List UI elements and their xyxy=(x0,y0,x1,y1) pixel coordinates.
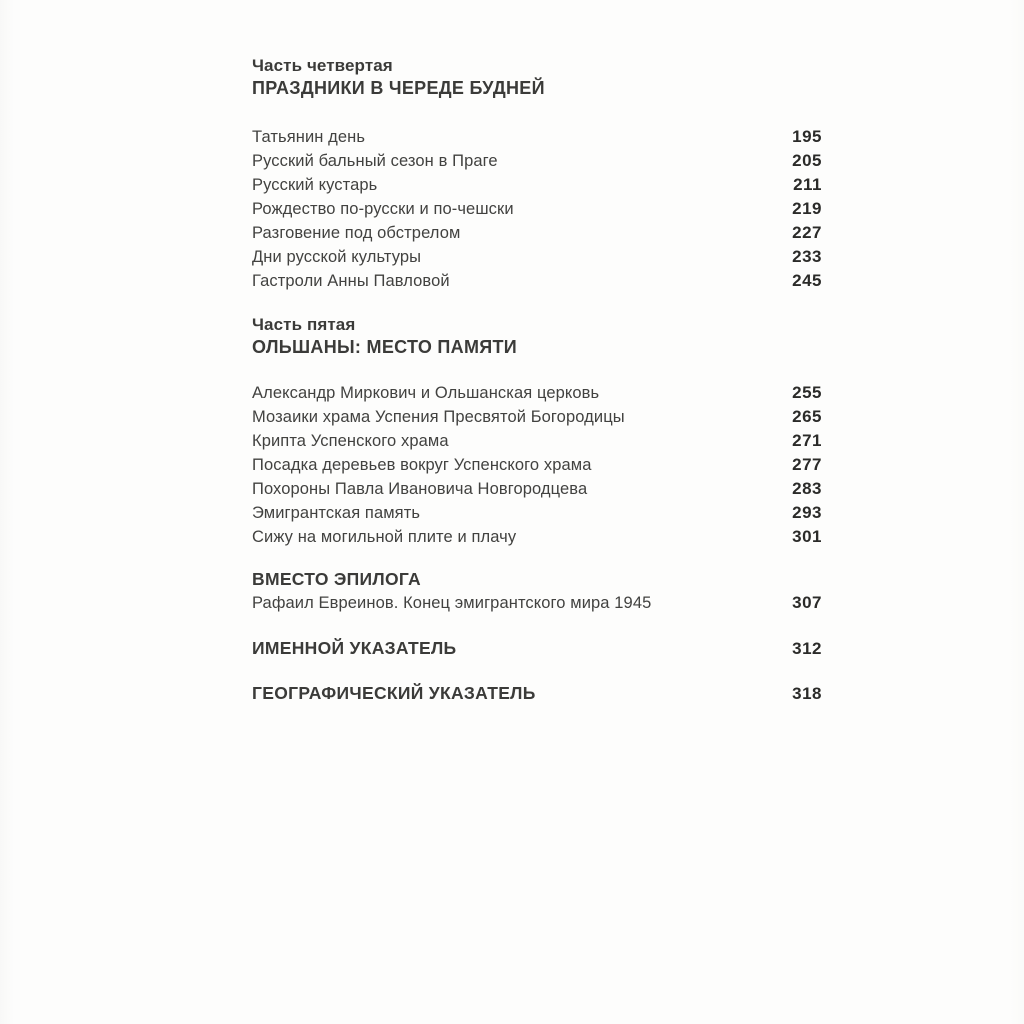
part-label: Часть пятая xyxy=(252,315,356,334)
entry-page-number: 219 xyxy=(792,199,822,218)
entry-title: Похороны Павла Ивановича Новгородцева xyxy=(252,480,588,498)
toc-entry xyxy=(252,125,822,149)
toc-entry-geographic-index xyxy=(252,682,822,705)
entry-page-number: 277 xyxy=(792,455,822,474)
entry-page-number: 211 xyxy=(793,175,822,194)
entry-list xyxy=(252,381,822,549)
entry-title: Рафаил Евреинов. Конец эмигрантского мира 1945 xyxy=(252,594,652,612)
toc-entry xyxy=(252,381,822,405)
entry-title: ГЕОГРАФИЧЕСКИЙ УКАЗАТЕЛЬ xyxy=(252,683,536,703)
toc-section-epilogue xyxy=(252,568,822,615)
entry-page-number: 318 xyxy=(792,684,822,703)
toc-entry xyxy=(252,501,822,525)
entry-title: Эмигрантская память xyxy=(252,504,421,522)
toc-entry xyxy=(252,405,822,429)
toc-section-part-four xyxy=(252,54,822,293)
toc-entry-name-index xyxy=(252,637,822,660)
toc-entry xyxy=(252,453,822,477)
entry-title: Сижу на могильной плите и плачу xyxy=(252,528,517,546)
entry-title: Александр Миркович и Ольшанская церковь xyxy=(252,384,600,402)
entry-page-number: 293 xyxy=(792,503,822,522)
entry-page-number: 301 xyxy=(792,527,822,546)
toc-entry xyxy=(252,245,822,269)
entry-title: ИМЕННОЙ УКАЗАТЕЛЬ xyxy=(252,638,457,658)
entry-page-number: 245 xyxy=(792,271,822,290)
toc-entry xyxy=(252,197,822,221)
toc-entry xyxy=(252,591,822,615)
entry-page-number: 265 xyxy=(792,407,822,426)
part-label: Часть четвертая xyxy=(252,56,393,75)
entry-page-number: 255 xyxy=(792,383,822,402)
entry-title: Гастроли Анны Павловой xyxy=(252,272,450,290)
toc-entry xyxy=(252,221,822,245)
toc-entry xyxy=(252,173,822,197)
toc-entry xyxy=(252,429,822,453)
toc-entry xyxy=(252,269,822,293)
entry-title: Татьянин день xyxy=(252,128,366,146)
entry-title: Рождество по-русски и по-чешски xyxy=(252,200,514,218)
entry-title: Разговение под обстрелом xyxy=(252,224,461,242)
table-of-contents xyxy=(252,54,822,705)
entry-title: Русский бальный сезон в Праге xyxy=(252,152,498,170)
entry-page-number: 312 xyxy=(792,639,822,658)
entry-page-number: 195 xyxy=(792,127,822,146)
entry-list xyxy=(252,125,822,293)
part-title: ПРАЗДНИКИ В ЧЕРЕДЕ БУДНЕЙ xyxy=(252,78,545,98)
part-title: ОЛЬШАНЫ: МЕСТО ПАМЯТИ xyxy=(252,337,518,357)
entry-title: Крипта Успенского храма xyxy=(252,432,449,450)
entry-title: Мозаики храма Успения Пресвятой Богородицы xyxy=(252,408,625,426)
entry-page-number: 271 xyxy=(792,431,822,450)
toc-section-part-five xyxy=(252,313,822,549)
entry-page-number: 283 xyxy=(792,479,822,498)
toc-entry xyxy=(252,525,822,549)
entry-page-number: 307 xyxy=(792,593,822,612)
toc-entry xyxy=(252,477,822,501)
toc-entry xyxy=(252,149,822,173)
entry-page-number: 233 xyxy=(792,247,822,266)
entry-page-number: 205 xyxy=(792,151,822,170)
epilogue-title: ВМЕСТО ЭПИЛОГА xyxy=(252,569,421,589)
entry-page-number: 227 xyxy=(792,223,822,242)
entry-title: Русский кустарь xyxy=(252,176,378,194)
entry-title: Дни русской культуры xyxy=(252,248,422,266)
entry-title: Посадка деревьев вокруг Успенского храма xyxy=(252,456,592,474)
